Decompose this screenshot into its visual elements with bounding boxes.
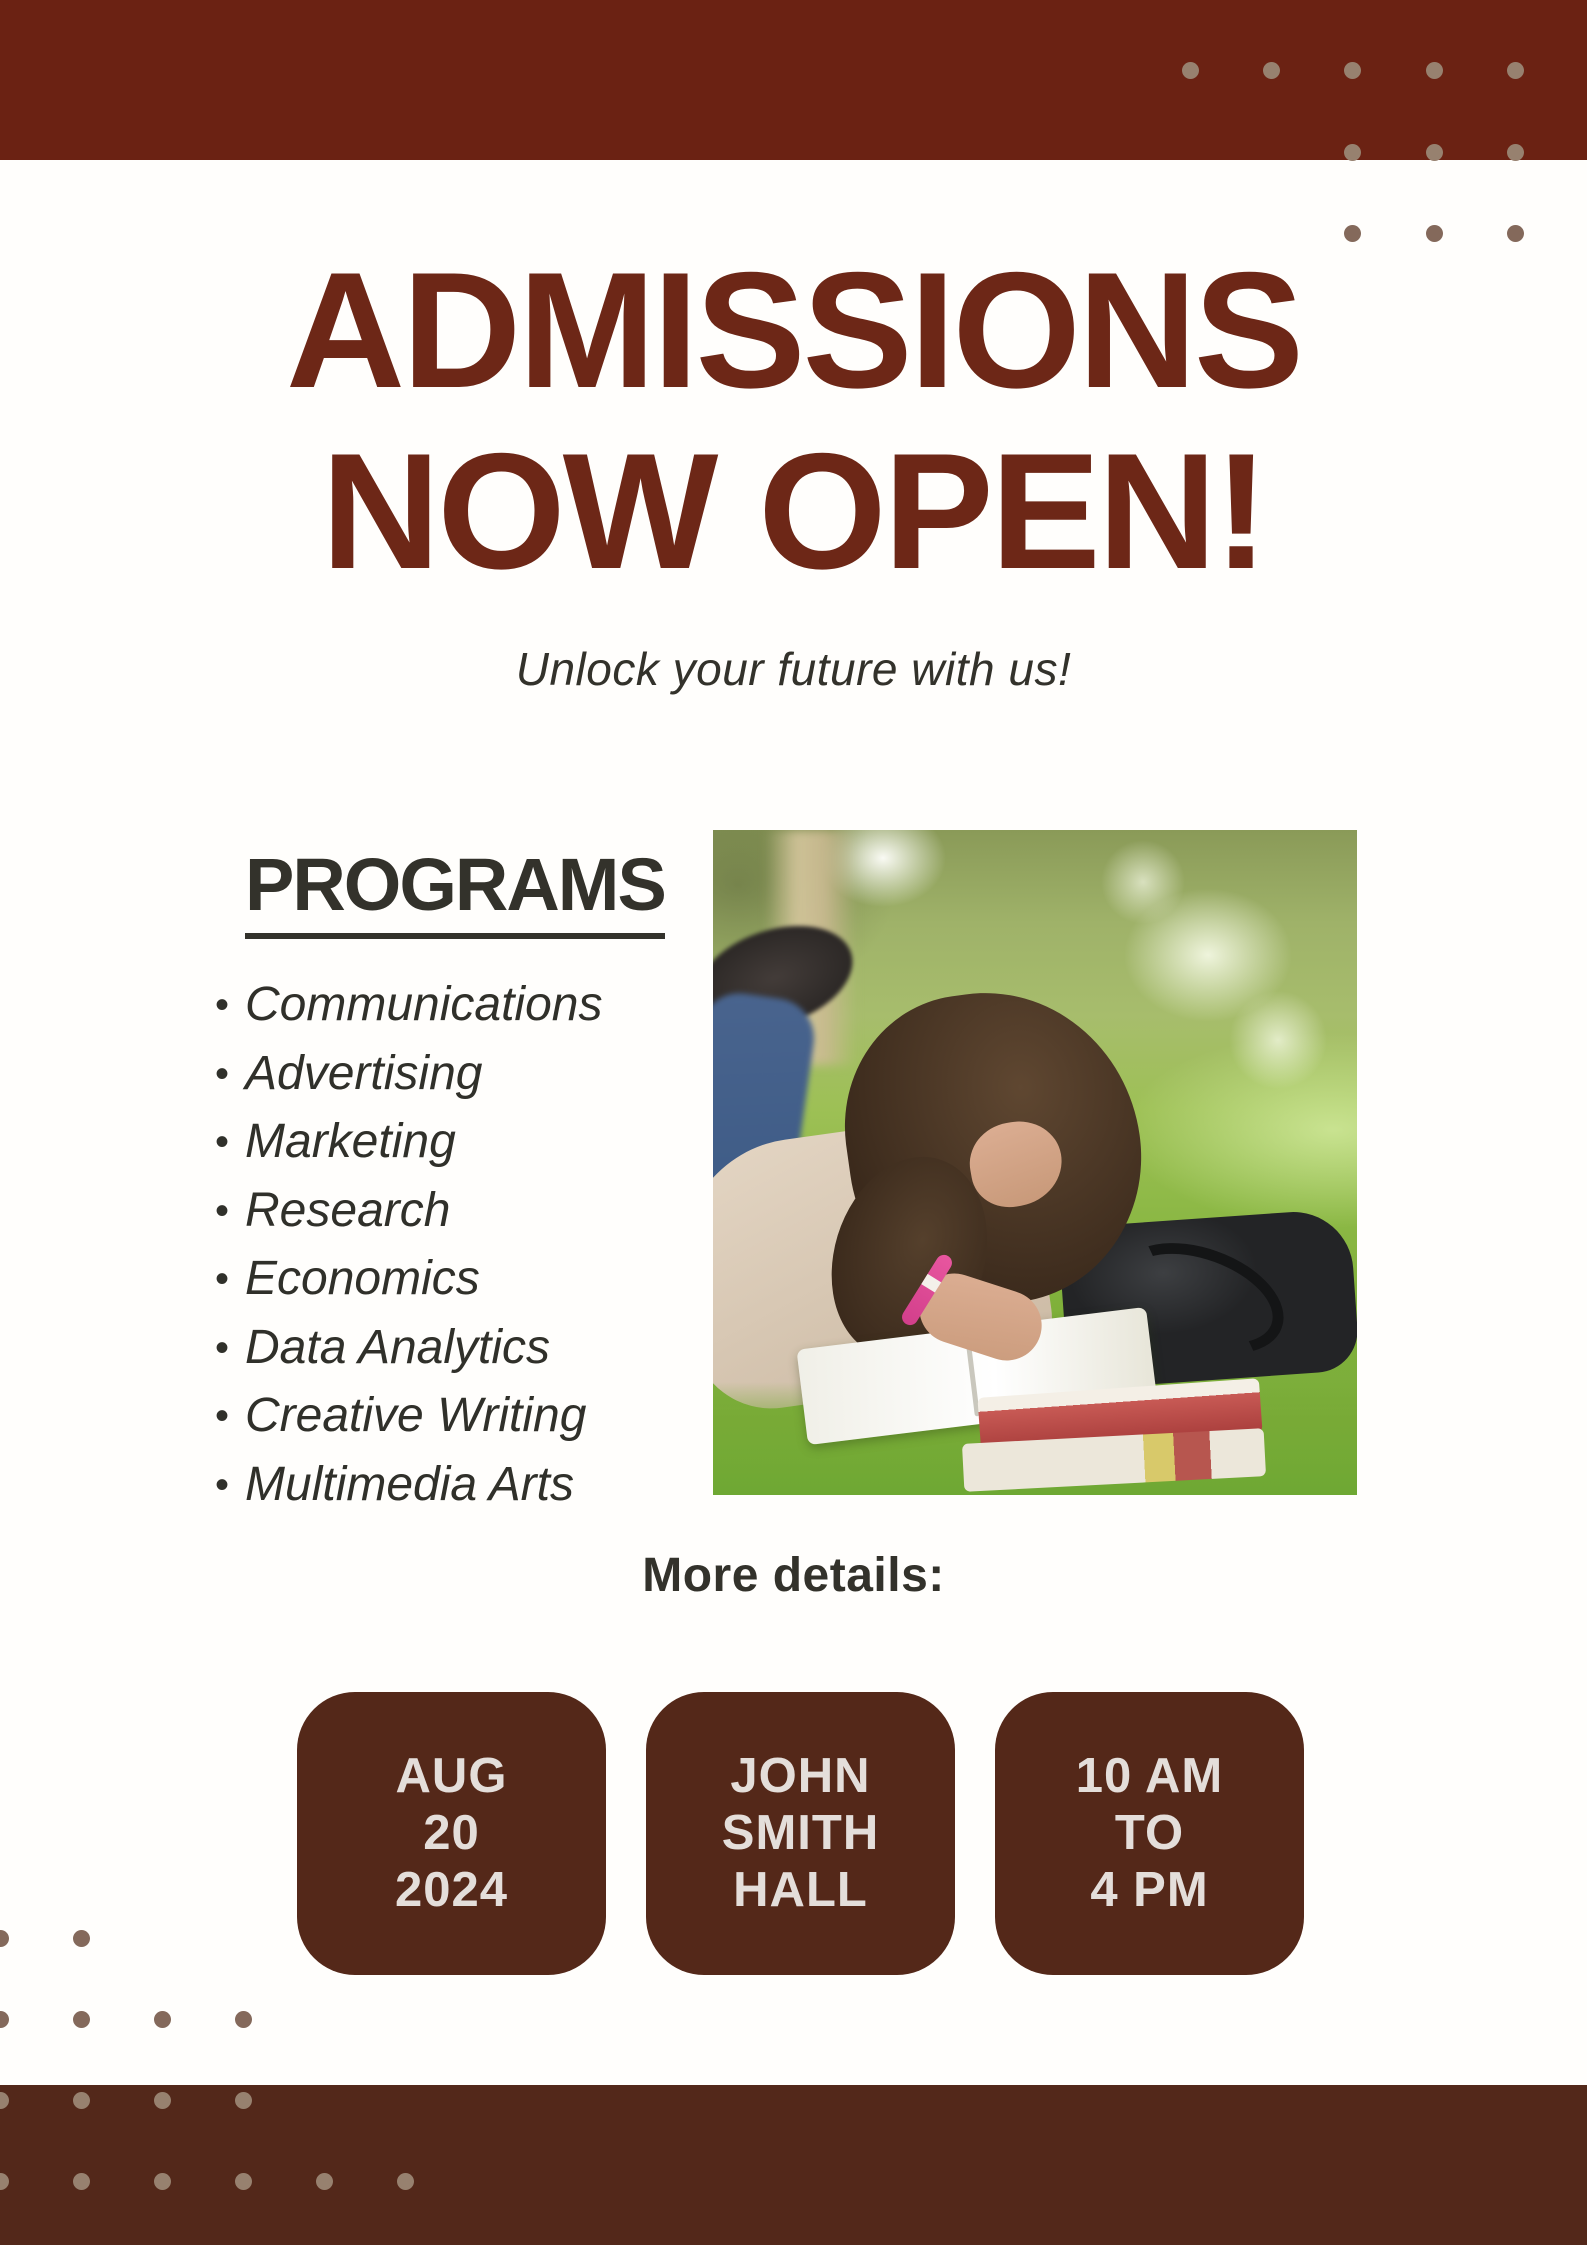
student-photo	[713, 830, 1357, 1495]
bottom-banner-bar	[0, 2085, 1587, 2245]
program-list-item: • Research	[215, 1178, 602, 1247]
program-list-item: • Communications	[215, 972, 602, 1041]
info-boxes-row	[297, 1692, 1304, 1975]
decor-dot	[235, 2011, 252, 2028]
decor-dot	[1507, 62, 1524, 79]
program-list-item: • Marketing	[215, 1109, 602, 1178]
location-box-line: SMITH	[721, 1806, 880, 1860]
decor-dot	[235, 2173, 252, 2190]
date-box-line: 2024	[394, 1863, 508, 1917]
decor-dot	[73, 1930, 90, 1947]
decor-dot	[1426, 144, 1443, 161]
decor-dot	[0, 2011, 9, 2028]
time-box-line: 4 PM	[1090, 1863, 1209, 1917]
programs-title: PROGRAMS	[245, 842, 665, 939]
top-banner-bar	[0, 0, 1587, 160]
decor-dot	[1507, 144, 1524, 161]
programs-list	[215, 972, 602, 1520]
decor-dot	[1344, 62, 1361, 79]
time-box-line: TO	[1114, 1806, 1185, 1860]
headline	[0, 240, 1587, 602]
decor-dot	[1344, 144, 1361, 161]
program-list-item: • Economics	[215, 1246, 602, 1315]
date-box	[297, 1692, 606, 1975]
decor-dot	[73, 2011, 90, 2028]
time-box-line: 10 AM	[1075, 1749, 1224, 1803]
decor-dot	[0, 1930, 9, 1947]
decor-dot	[397, 2173, 414, 2190]
date-box-line: AUG	[395, 1749, 508, 1803]
program-list-item: • Creative Writing	[215, 1383, 602, 1452]
decor-dot	[154, 2092, 171, 2109]
decor-dot	[154, 2011, 171, 2028]
time-box	[995, 1692, 1304, 1975]
program-list-item: • Advertising	[215, 1041, 602, 1110]
date-box-line: 20	[423, 1806, 480, 1860]
location-box	[646, 1692, 955, 1975]
location-box-line: HALL	[733, 1863, 868, 1917]
decor-dot	[1182, 62, 1199, 79]
program-list-item: • Multimedia Arts	[215, 1452, 602, 1521]
decor-dot	[1426, 62, 1443, 79]
subtitle: Unlock your future with us!	[515, 643, 1072, 695]
decor-dot	[316, 2173, 333, 2190]
decor-dot	[1263, 62, 1280, 79]
decor-dot	[235, 2092, 252, 2109]
headline-line-2: NOW OPEN!	[321, 419, 1266, 603]
decor-dot	[73, 2092, 90, 2109]
headline-line-1: ADMISSIONS	[285, 238, 1302, 422]
decor-dot	[154, 2173, 171, 2190]
more-details-label: More details:	[642, 1549, 945, 1602]
decor-dot	[73, 2173, 90, 2190]
location-box-line: JOHN	[730, 1749, 871, 1803]
program-list-item: • Data Analytics	[215, 1315, 602, 1384]
